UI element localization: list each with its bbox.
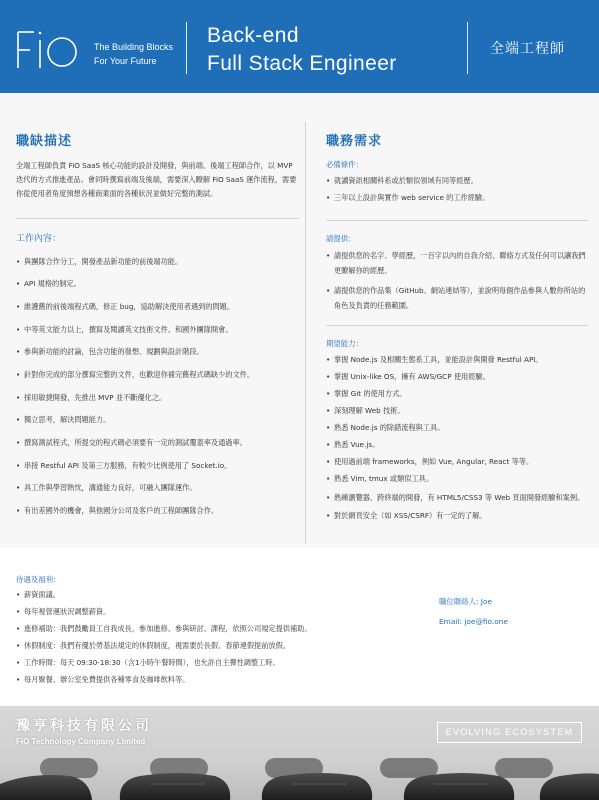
list-item: • 與團隊合作分工，開發產品新功能的前後端功能。 [16, 256, 299, 268]
list-item: • 熟練瀏覽器、跨終端的開發，有 HTML5/CSS3 等 Web 頁面開發經驗和案例。 [326, 490, 588, 505]
list-item: • 採用敏捷開發，先推出 MVP 並不斷優化之。 [16, 392, 299, 404]
list-item: • 熟悉 Node.js 的除錯流程與工具。 [326, 422, 588, 434]
job-description-title: 職缺描述 [16, 134, 73, 149]
header-banner [0, 0, 599, 93]
list-item: • 熟悉 Vue.js。 [326, 439, 588, 451]
tagline [94, 40, 173, 68]
preferred-list [326, 354, 588, 522]
work-content-list [16, 256, 299, 518]
submit-list [326, 248, 588, 313]
list-item: • 針對你完成的部分撰寫完整的文件，也歡迎你補完舊程式碼缺少的文件。 [16, 369, 299, 381]
job-title-line-1: Back-end [207, 24, 299, 47]
fio-logo [16, 28, 78, 70]
list-item: • API 規格的制定。 [16, 278, 299, 290]
preferred-heading: 期望能力： [326, 339, 363, 348]
list-item: • 每年視營運狀況調整薪資。 [16, 606, 426, 618]
list-item: • 對於網頁安全（如 XSS/CSRF）有一定的了解。 [326, 510, 588, 522]
job-title-line-2: Full Stack Engineer [207, 52, 397, 75]
header-divider-right [467, 22, 468, 74]
slogan-badge: EVOLVING ECOSYSTEM [437, 722, 582, 743]
header-divider-left [186, 22, 187, 74]
list-item: • 工作時間：每天 09:30-18:30（含1小時午餐時間），也允許自主彈性調整工時。 [16, 657, 426, 669]
list-item: • 維護舊的前後端程式碼，修正 bug，協助解決使用者遇到的問題。 [16, 301, 299, 313]
list-item: • 熟悉 Vim, tmux 或類似工具。 [326, 473, 588, 485]
benefits-list [16, 589, 426, 686]
list-item: • 掌握 Node.js 及相關生態系工具，並能設計與開發 Restful API。 [326, 354, 588, 366]
list-item: • 撰寫測試程式，所提交的程式碼必須要有一定的測試覆蓋率及通過率。 [16, 437, 299, 449]
required-list [326, 175, 588, 204]
list-item: • 具工作與學習熱忱，溝通能力良好，可融入團隊運作。 [16, 482, 299, 494]
list-item: • 深刻理解 Web 技術。 [326, 405, 588, 417]
list-item: • 三年以上設計與實作 web service 的工作經驗。 [326, 192, 588, 204]
list-item: • 請提供您的名字、學經歷，一百字以內的自我介紹、聯絡方式及任何可以讓我們更瞭解你的經歷。 [326, 248, 588, 278]
list-item: • 有出差國外的機會，與他國分公司及客戶的工程師團隊合作。 [16, 505, 299, 517]
contact-email[interactable]: Email: joe@fio.one [439, 617, 509, 626]
section-rule [326, 220, 588, 221]
list-item: • 請提供您的作品集（GitHub、網站連結等），並說明每個作品參與人數你所站的角色及負責的任務範圍。 [326, 283, 588, 313]
job-title [207, 22, 397, 78]
tagline-line-2: For Your Future [94, 56, 157, 66]
submit-heading: 請提供： [326, 234, 356, 243]
requirements-title: 職務需求 [326, 134, 383, 149]
list-item: • 獨立思考，解決問題能力。 [16, 414, 299, 426]
requirements-column [326, 130, 588, 522]
list-item: • 薪資面議。 [16, 589, 426, 601]
job-description-paragraph: 全端工程師負責 FiO SaaS 核心功能的設計及開發，與前端、後端工程師合作，以 MVP 迭代的方式推進產品。會同時撰寫前端及後端，需要深入瞭解 FiO SaaS 運作流程，需要你從使用者角度預想各種商業面的各種狀況並做好完整的測試。 [16, 161, 297, 199]
list-item: • 串接 Restful API 及第三方服務，有較少比例使用了 Socket.io。 [16, 460, 299, 472]
list-item: • 參與新功能的討論，包含功能的發想、規劃與設計階段。 [16, 346, 299, 358]
required-heading: 必備條件： [326, 160, 363, 169]
benefits-section [16, 574, 426, 691]
list-item: • 進修補助：我們鼓勵員工自我成長，參加進修、參與研討、課程，依照公司規定提供補助。 [16, 623, 426, 635]
list-item: • 就讀資訊相關科系或於類似領域有同等經歷。 [326, 175, 588, 187]
company-name-zh: 豫亨科技有限公司 [16, 718, 152, 734]
tagline-line-1: The Building Blocks [94, 42, 174, 52]
company-name-en: FiO Technology Company Limited [16, 737, 146, 746]
list-item: • 每月聚餐、辦公室免費提供各種零食及咖啡飲料等。 [16, 674, 426, 686]
list-item: • 休假制度：我們有優於勞基法規定的休假制度，視需要於長假、春節連假提前放假。 [16, 640, 426, 652]
contact-person: 職位聯絡人: Joe [439, 597, 493, 606]
contact-block [439, 592, 508, 632]
column-divider [305, 122, 306, 544]
section-rule [16, 218, 299, 219]
work-content-heading: 工作內容： [16, 233, 62, 244]
list-item: • 使用過前端 frameworks，例如 Vue, Angular, React 等等。 [326, 456, 588, 468]
list-item: • 掌握 Unix-like OS，擁有 AWS/GCP 使用經驗。 [326, 371, 588, 383]
section-rule [326, 325, 588, 326]
list-item: • 掌握 Git 的使用方式。 [326, 388, 588, 400]
list-item: • 中等英文能力以上，撰寫及閱讀英文技術文件、和國外團隊開會。 [16, 324, 299, 336]
benefits-heading: 待遇及福利： [16, 575, 61, 584]
job-title-zh: 全端工程師 [490, 41, 565, 57]
job-description-column [16, 130, 299, 517]
